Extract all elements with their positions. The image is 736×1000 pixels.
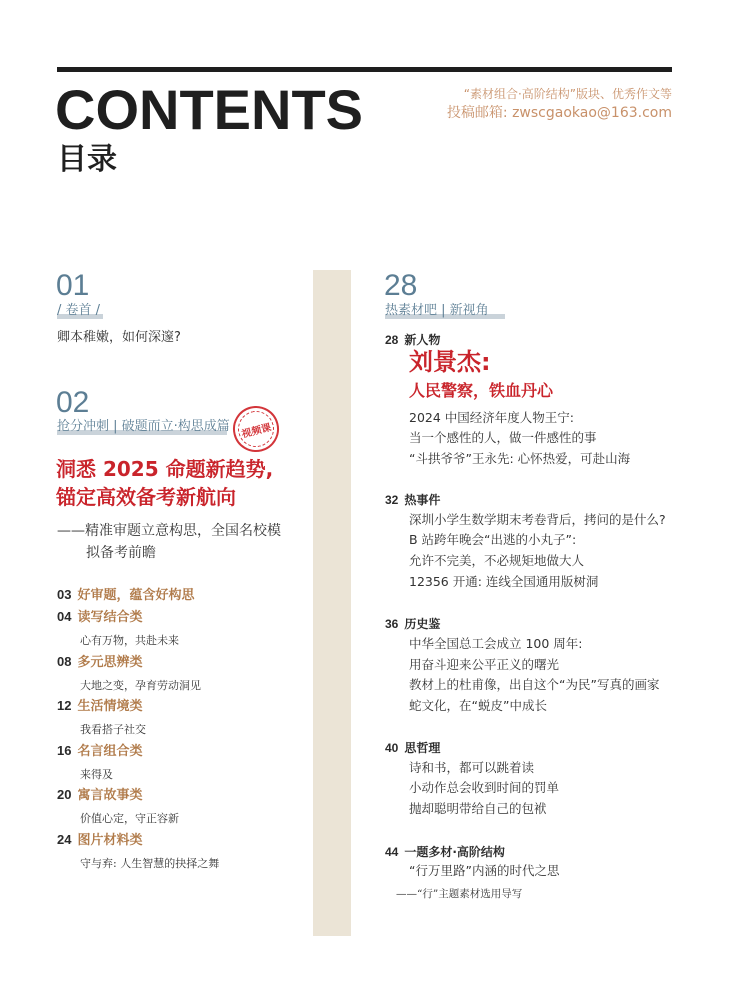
subsection-heading	[385, 491, 440, 508]
item-page-number: 04	[57, 609, 72, 624]
subsection-page: 40	[385, 741, 399, 755]
feature-headline-line1: 洞悉 2025 命题新趋势,	[56, 457, 274, 481]
subsection-heading	[385, 331, 440, 348]
article-line: 教材上的杜甫像，出自这个“为民”写真的画家	[409, 677, 660, 692]
article-line: “行万里路”内涵的时代之思	[409, 863, 560, 878]
section-label-28: 热素材吧 | 新视角	[385, 303, 489, 318]
top-rule	[57, 67, 672, 72]
article-line: 蛇文化，在“蜕皮”中成长	[409, 698, 547, 713]
item-page-number: 16	[57, 743, 72, 758]
page-title-en: CONTENTS	[55, 78, 363, 141]
contribution-email: 投稿邮箱: zwscgaokao@163.com	[446, 105, 672, 122]
feature-headline-line2: 锚定高效备考新航向	[56, 485, 236, 509]
item-subtitle: 心有万物，共赴未来	[80, 634, 179, 647]
section-label-01: / 卷首 /	[57, 303, 101, 318]
article-line: ——“行”主题素材选用导写	[396, 888, 523, 900]
section-number-28: 28	[384, 269, 418, 302]
subsection-title: 新人物	[404, 333, 441, 347]
item-category: 好审题，蕴含好构思	[77, 588, 195, 603]
section-number-01: 01	[56, 269, 90, 302]
subsection-heading	[385, 843, 505, 860]
list-item	[57, 654, 142, 672]
article-line: B 站跨年晚会“出逃的小丸子”:	[409, 532, 577, 547]
article-line: 抛却聪明带给自己的包袱	[409, 801, 547, 816]
subsection-page: 36	[385, 617, 399, 631]
contribution-info	[447, 86, 672, 124]
feature-tagline: 人民警察，铁血丹心	[409, 381, 554, 400]
item-page-number: 24	[57, 832, 72, 847]
section-text-01: 卿本稚嫩，如何深邃?	[57, 330, 181, 345]
item-category: 寓言故事类	[77, 788, 143, 803]
subsection-title: 一题多材·高阶结构	[404, 845, 505, 859]
subsection-page: 32	[385, 493, 399, 507]
subsection-title: 思哲理	[404, 741, 441, 755]
feature-name: 刘景杰:	[409, 348, 491, 376]
item-category: 读写结合类	[77, 610, 143, 625]
item-subtitle: 我看搭子社交	[80, 723, 146, 736]
item-subtitle: 大地之变，孕育劳动洞见	[80, 679, 201, 692]
item-category: 名言组合类	[77, 744, 143, 759]
item-subtitle: 价值心定，守正容新	[80, 812, 179, 825]
list-item	[57, 832, 142, 850]
article-line: 当一个感性的人，做一件感性的事	[409, 430, 597, 445]
item-category: 图片材料类	[77, 833, 143, 848]
article-line: 2024 中国经济年度人物王宁:	[409, 410, 574, 425]
feature-subtitle-line2: 拟备考前瞻	[86, 545, 156, 561]
stamp-text: 视频课	[240, 421, 273, 440]
subsection-heading	[385, 739, 440, 756]
contribution-columns: “素材组合·高阶结构”版块、优秀作文等	[463, 87, 672, 101]
list-item	[57, 787, 142, 805]
list-item	[57, 743, 142, 761]
article-line: 允许不完美，不必规矩地做大人	[409, 553, 585, 568]
item-page-number: 12	[57, 698, 72, 713]
item-page-number: 20	[57, 787, 72, 802]
item-page-number: 03	[57, 587, 72, 602]
video-course-stamp	[228, 401, 284, 457]
article-line: 中华全国总工会成立 100 周年:	[409, 636, 583, 651]
list-item	[57, 609, 142, 627]
article-line: 小动作总会收到时间的罚单	[409, 780, 560, 795]
article-line: 12356 开通: 连线全国通用版树洞	[409, 574, 599, 589]
article-line: 深圳小学生数学期末考卷背后，拷问的是什么?	[409, 512, 666, 527]
section-number-02: 02	[56, 386, 90, 419]
item-category: 生活情境类	[77, 699, 143, 714]
list-item	[57, 587, 194, 605]
section-label-02: 抢分冲刺 | 破题而立·构思成篇	[57, 419, 230, 434]
column-divider	[313, 270, 351, 936]
item-page-number: 08	[57, 654, 72, 669]
article-line: 诗和书，都可以跳着读	[409, 760, 535, 775]
page-title-cn: 目录	[57, 142, 117, 177]
subsection-title: 历史鉴	[404, 617, 441, 631]
item-subtitle: 守与弃: 人生智慧的抉择之舞	[80, 857, 220, 870]
feature-subtitle-line1: ——精准审题立意构思，全国名校模	[57, 523, 281, 539]
list-item	[57, 698, 142, 716]
subsection-heading	[385, 615, 440, 632]
article-line: 用奋斗迎来公平正义的曙光	[409, 657, 560, 672]
subsection-page: 28	[385, 333, 399, 347]
item-subtitle: 来得及	[80, 768, 113, 781]
item-category: 多元思辨类	[77, 655, 143, 670]
article-line: “斗拱爷爷”王永先: 心怀热爱，可赴山海	[409, 451, 631, 466]
subsection-page: 44	[385, 845, 399, 859]
subsection-title: 热事件	[404, 493, 441, 507]
